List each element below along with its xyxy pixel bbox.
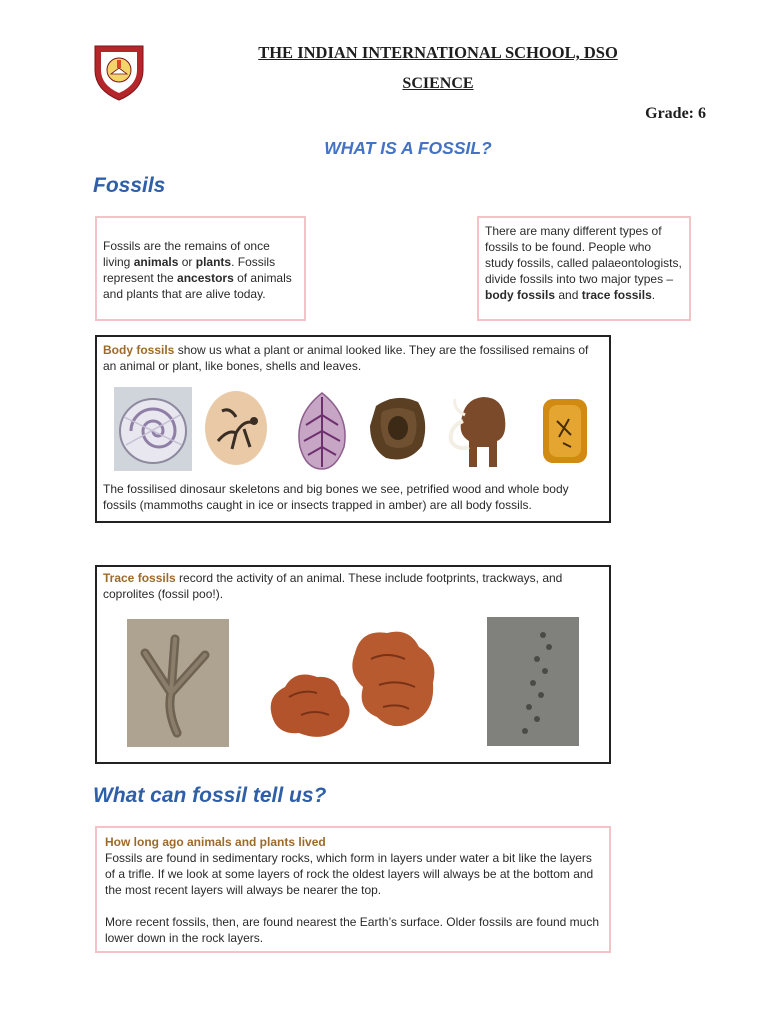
trace-fossils-intro: Trace fossils record the activity of an animal. These include footprints, trackways, and coprolites (fossil poo!). (103, 571, 563, 601)
body-fossils-intro: Body fossils show us what a plant or animal looked like. They are the fossilised remains of an animal or plant, like bones, shells and leaves. (103, 343, 589, 373)
fossil-age-subheading: How long ago animals and plants lived (105, 835, 326, 849)
fossil-age-box (95, 826, 611, 953)
coprolite-fossil-image (259, 623, 443, 749)
footprint-fossil-image (127, 619, 229, 747)
fossil-types-box (477, 216, 691, 321)
leaf-fossil-image (292, 391, 352, 471)
what-can-fossils-tell-heading: What can fossil tell us? (93, 784, 327, 807)
ammonite-fossil-image (114, 387, 192, 471)
trace-fossils-box (95, 565, 611, 764)
page-title: WHAT IS A FOSSIL? (324, 138, 492, 158)
body-fossils-box (95, 335, 611, 523)
dinosaur-skeleton-fossil-image (204, 389, 269, 467)
fossil-definition-box (95, 216, 306, 321)
petrified-wood-fossil-image (368, 392, 430, 464)
body-fossils-caption: The fossilised dinosaur skeletons and big bones we see, petrified wood and whole body fossils (mammoths caught in ice or insects trapped in amber) are all body fossils. (103, 482, 569, 512)
fossil-types-text: There are many different types of fossils to be found. People who study fossils, called palaeontologists, divide fossils into two major types – body fossils and trace fossils. (485, 224, 682, 302)
subject-label: SCIENCE (402, 75, 474, 92)
mammoth-image (447, 389, 513, 469)
trackway-fossil-image (487, 617, 579, 746)
fossil-age-para2: More recent fossils, then, are found nearest the Earth’s surface. Older fossils are found much lower down in the rock layers. (105, 915, 600, 945)
grade-label: Grade: 6 (645, 105, 706, 122)
fossil-age-para1: Fossils are found in sedimentary rocks, which form in layers under water a bit like the layers of a trifle. If we look at some layers of rock the oldest layers will always be at the bottom and the most recent layers will always be nearer the top. (105, 851, 594, 897)
fossils-heading: Fossils (93, 174, 166, 197)
amber-fossil-image (541, 397, 589, 465)
school-name: THE INDIAN INTERNATIONAL SCHOOL, DSO (258, 43, 618, 62)
fossil-definition-text: Fossils are the remains of once living animals or plants. Fossils represent the ancestors of animals and plants that are alive today. (103, 239, 292, 301)
